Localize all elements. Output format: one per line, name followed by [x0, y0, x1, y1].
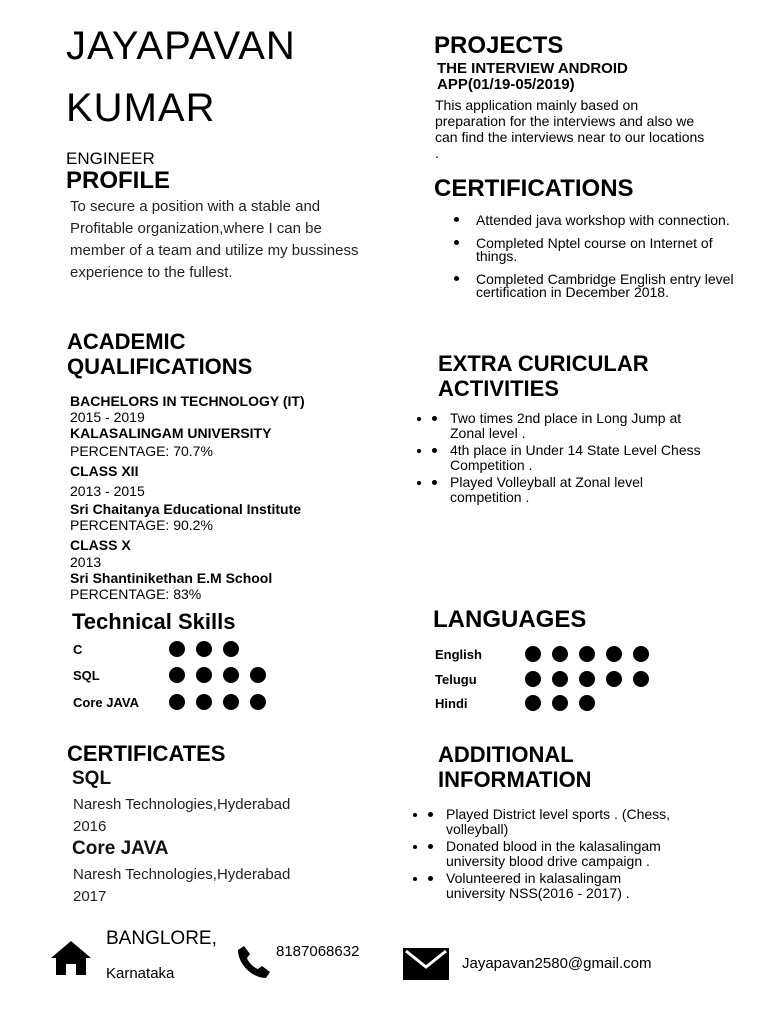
contact-state: Karnataka: [106, 965, 175, 982]
rating-dot: [552, 646, 568, 662]
rating-dot: [169, 667, 185, 683]
certificate-details: Naresh Technologies,Hyderabad 2017: [73, 866, 291, 905]
contact-phone[interactable]: 8187068632: [276, 943, 360, 960]
rating-dot: [169, 694, 185, 710]
rating-dot: [606, 646, 622, 662]
certificate-name: Core JAVA: [72, 838, 169, 859]
extracurricular-heading: EXTRA CURICULAR ACTIVITIES: [438, 351, 649, 402]
rating-dot: [633, 671, 649, 687]
rating-dot: [223, 667, 239, 683]
skill-row-corejava: Core JAVA: [73, 694, 266, 710]
phone-icon: [236, 944, 272, 980]
language-row-telugu: Telugu: [435, 671, 649, 687]
rating-dot: [223, 641, 239, 657]
language-row-hindi: Hindi: [435, 695, 595, 711]
class10-entry: CLASS X 2013 Sri Shantinikethan E.M School PERCENTAGE: 83%: [70, 537, 273, 602]
academic-heading: ACADEMIC QUALIFICATIONS: [67, 329, 253, 380]
skills-heading: Technical Skills: [72, 609, 236, 634]
profile-text: To secure a position with a stable and Profitable organization,where I can be member of a team and utilize my bussiness experience to the fullest.: [70, 198, 359, 281]
language-row-english: English: [435, 646, 649, 662]
certificate-name: SQL: [72, 768, 112, 789]
name-first: JAYAPAVAN: [66, 24, 296, 68]
skill-rating: [169, 667, 266, 683]
list-item: • Played District level sports . (Chess, volleyball): [428, 807, 678, 837]
skill-rating: [169, 694, 266, 710]
degree-entry: BACHELORS IN TECHNOLOGY (IT) 2015 - 2019 KALASALINGAM UNIVERSITY PERCENTAGE: 70.7%: [70, 393, 305, 459]
rating-dot: [525, 646, 541, 662]
project-title: THE INTERVIEW ANDROID APP(01/19-05/2019): [437, 60, 628, 93]
mail-icon: [403, 948, 449, 980]
list-item: Completed Cambridge English entry level certification in December 2018.: [452, 273, 752, 299]
additional-heading: ADDITIONAL INFORMATION: [438, 742, 592, 793]
skill-row-sql: SQL: [73, 667, 266, 683]
rating-dot: [169, 641, 185, 657]
skill-rating: [169, 641, 239, 657]
language-rating: [525, 695, 595, 711]
languages-heading: LANGUAGES: [433, 606, 587, 633]
extracurricular-list: [432, 411, 702, 507]
list-item: • Donated blood in the kalasalingam university blood drive campaign .: [428, 839, 678, 869]
rating-dot: [196, 641, 212, 657]
list-item: • 4th place in Under 14 State Level Chess Competition .: [432, 443, 702, 473]
class12-entry: CLASS XII 2013 - 2015 Sri Chaitanya Educational Institute PERCENTAGE: 90.2%: [70, 463, 302, 533]
language-rating: [525, 671, 649, 687]
rating-dot: [223, 694, 239, 710]
projects-heading: PROJECTS: [434, 32, 564, 59]
rating-dot: [196, 694, 212, 710]
rating-dot: [633, 646, 649, 662]
rating-dot: [552, 671, 568, 687]
language-rating: [525, 646, 649, 662]
list-item: • Played Volleyball at Zonal level competition .: [432, 475, 702, 505]
rating-dot: [606, 671, 622, 687]
certifications-heading: CERTIFICATIONS: [434, 175, 634, 202]
rating-dot: [579, 695, 595, 711]
profile-heading: PROFILE: [66, 167, 171, 194]
rating-dot: [525, 695, 541, 711]
rating-dot: [579, 646, 595, 662]
list-item: Completed Nptel course on Internet of things.: [452, 237, 752, 263]
contact-city: BANGLORE,: [106, 928, 217, 949]
additional-list: [428, 807, 678, 903]
list-item: Attended java workshop with connection.: [452, 214, 752, 227]
list-item: • Two times 2nd place in Long Jump at Zonal level .: [432, 411, 702, 441]
rating-dot: [552, 695, 568, 711]
certificates-heading: CERTIFICATES: [67, 741, 226, 766]
name-last: KUMAR: [66, 86, 216, 130]
rating-dot: [579, 671, 595, 687]
job-title: ENGINEER: [66, 149, 155, 168]
rating-dot: [525, 671, 541, 687]
rating-dot: [196, 667, 212, 683]
contact-email[interactable]: Jayapavan2580@gmail.com: [462, 955, 652, 972]
skill-row-c: C: [73, 641, 239, 657]
rating-dot: [250, 667, 266, 683]
home-icon: [50, 940, 92, 976]
rating-dot: [250, 694, 266, 710]
project-description: This application mainly based on preparation for the interviews and also we can find the interviews near to our locations .: [435, 97, 705, 161]
certifications-list: [452, 214, 752, 309]
list-item: • Volunteered in kalasalingam university NSS(2016 - 2017) .: [428, 871, 678, 901]
certificate-details: Naresh Technologies,Hyderabad 2016: [73, 796, 291, 835]
